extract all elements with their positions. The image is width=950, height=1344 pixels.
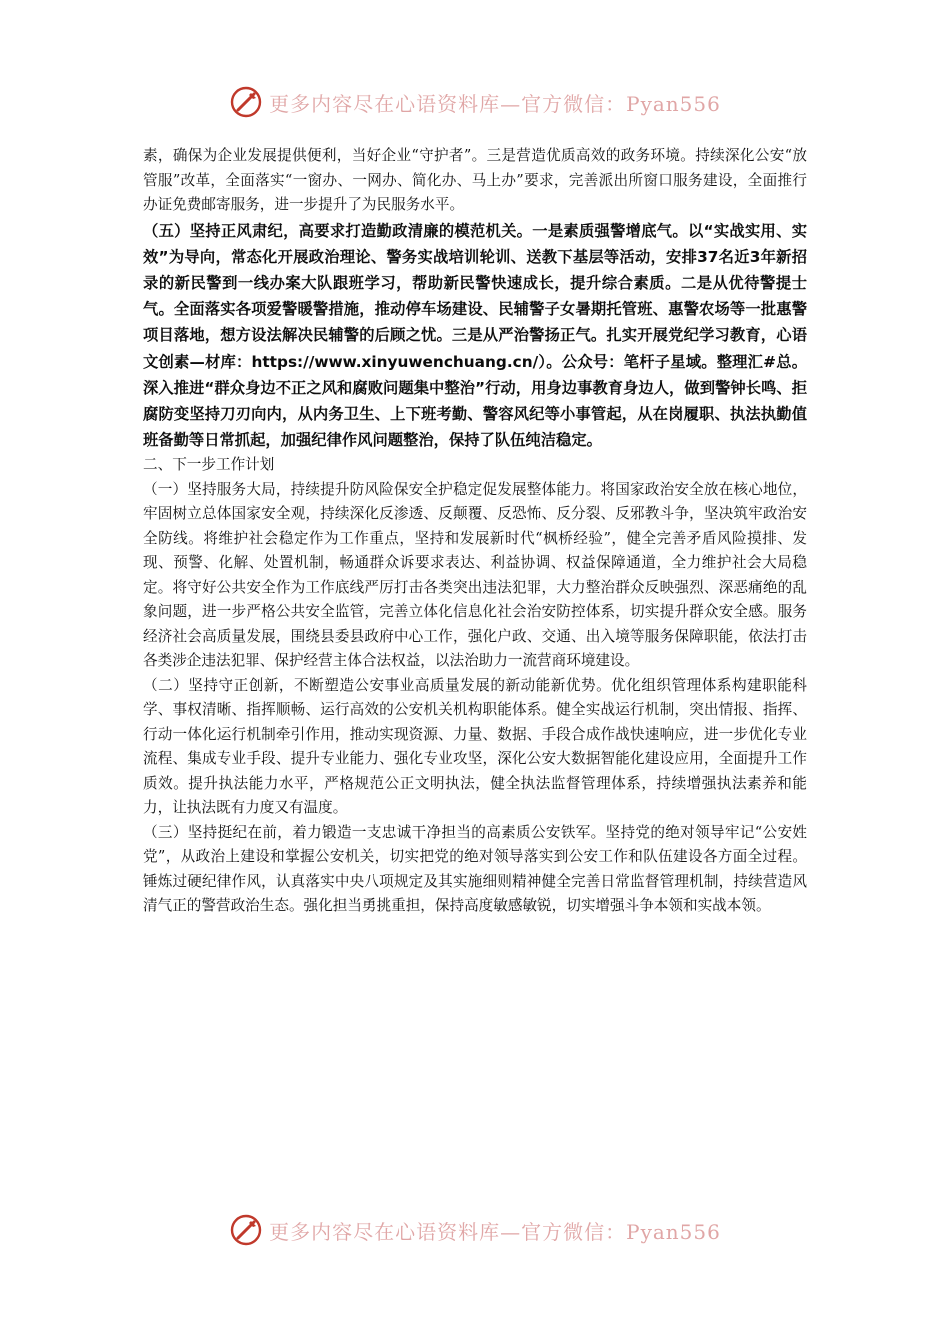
pen-circle-icon	[229, 1213, 263, 1247]
header-banner-text: 更多内容尽在心语资料库—官方微信：Pyan556	[269, 91, 721, 116]
footer-banner	[0, 1210, 950, 1250]
paragraph-section-five: （五）坚持正风肃纪，高要求打造勤政清廉的模范机关。一是素质强警增底气。以“实战实用、实效”为导向，常态化开展政治理论、警务实战培训轮训、送教下基层等活动，安排37名近3年新招录的新民警到一线办案大队跟班学习，帮助新民警快速成长，提升综合素质。二是从优待警提士气。全面落实各项爱警暖警措施，推动停车场建设、民辅警子女暑期托管班、惠警农场等一批惠警项目落地，想方设法解决民辅警的后顾之忧。三是从严治警扬正气。扎实开展党纪学习教育，心语文创素—材库：https://www.xinyuwenchuang.cn/）。公众号：笔杆子星域。整理汇#总。深入推进“群众身边不正之风和腐败问题集中整治”行动，用身边事教育身边人，做到警钟长鸣、拒腐防变坚持刀刃向内，从内务卫生、上下班考勤、警容风纪等小事管起，从在岗履职、执法执勤值班备勤等日常抓起，加强纪律作风问题整治，保持了队伍纯洁稳定。	[143, 221, 807, 450]
footer-banner-text: 更多内容尽在心语资料库—官方微信：Pyan556	[269, 1219, 721, 1244]
section-heading-next-plan: 二、下一步工作计划	[143, 456, 275, 474]
paragraph-continuation: 素，确保为企业发展提供便利，当好企业“守护者”。三是营造优质高效的政务环境。持续深化公安“放管服”改革，全面落实“一窗办、一网办、简化办、马上办”要求，完善派出所窗口服务建设，全面推行办证免费邮寄服务，进一步提升了为民服务水平。	[143, 147, 807, 213]
header-banner	[0, 82, 950, 122]
paragraph-plan-two: （二）坚持守正创新，不断塑造公安事业高质量发展的新动能新优势。优化组织管理体系构建职能科学、事权清晰、指挥顺畅、运行高效的公安机关机构职能体系。健全实战运行机制，突出情报、指挥、行动一体化运行机制牵引作用，推动实现资源、力量、数据、手段合成作战快速响应，进一步优化专业流程、集成专业手段、提升专业能力、强化专业攻坚，深化公安大数据智能化建设应用，全面提升工作质效。提升执法能力水平，严格规范公正文明执法，健全执法监督管理体系，持续增强执法素养和能力，让执法既有力度又有温度。	[143, 676, 807, 817]
document-body	[143, 144, 807, 919]
paragraph-plan-one: （一）坚持服务大局，持续提升防风险保安全护稳定促发展整体能力。将国家政治安全放在核心地位，牢固树立总体国家安全观，持续深化反渗透、反颠覆、反恐怖、反分裂、反邪教斗争，坚决筑牢政治安全防线。将维护社会稳定作为工作重点，坚持和发展新时代“枫桥经验”，健全完善矛盾风险摸排、发现、预警、化解、处置机制，畅通群众诉要求表达、利益协调、权益保障通道，全力维护社会大局稳定。将守好公共安全作为工作底线严厉打击各类突出违法犯罪，大力整治群众反映强烈、深恶痛绝的乱象问题，进一步严格公共安全监管，完善立体化信息化社会治安防控体系，切实提升群众安全感。服务经济社会高质量发展，围绕县委县政府中心工作，强化户政、交通、出入境等服务保障职能，依法打击各类涉企违法犯罪、保护经营主体合法权益，以法治助力一流营商环境建设。	[143, 480, 807, 670]
pen-circle-icon	[229, 85, 263, 119]
paragraph-plan-three: （三）坚持挺纪在前，着力锻造一支忠诚干净担当的高素质公安铁军。坚持党的绝对领导牢记“公安姓党”，从政治上建设和掌握公安机关，切实把党的绝对领导落实到公安工作和队伍建设各方面全过程。锤炼过硬纪律作风，认真落实中央八项规定及其实施细则精神健全完善日常监督管理机制，持续营造风清气正的警营政治生态。强化担当勇挑重担，保持高度敏感敏锐，切实增强斗争本领和实战本领。	[143, 823, 807, 915]
